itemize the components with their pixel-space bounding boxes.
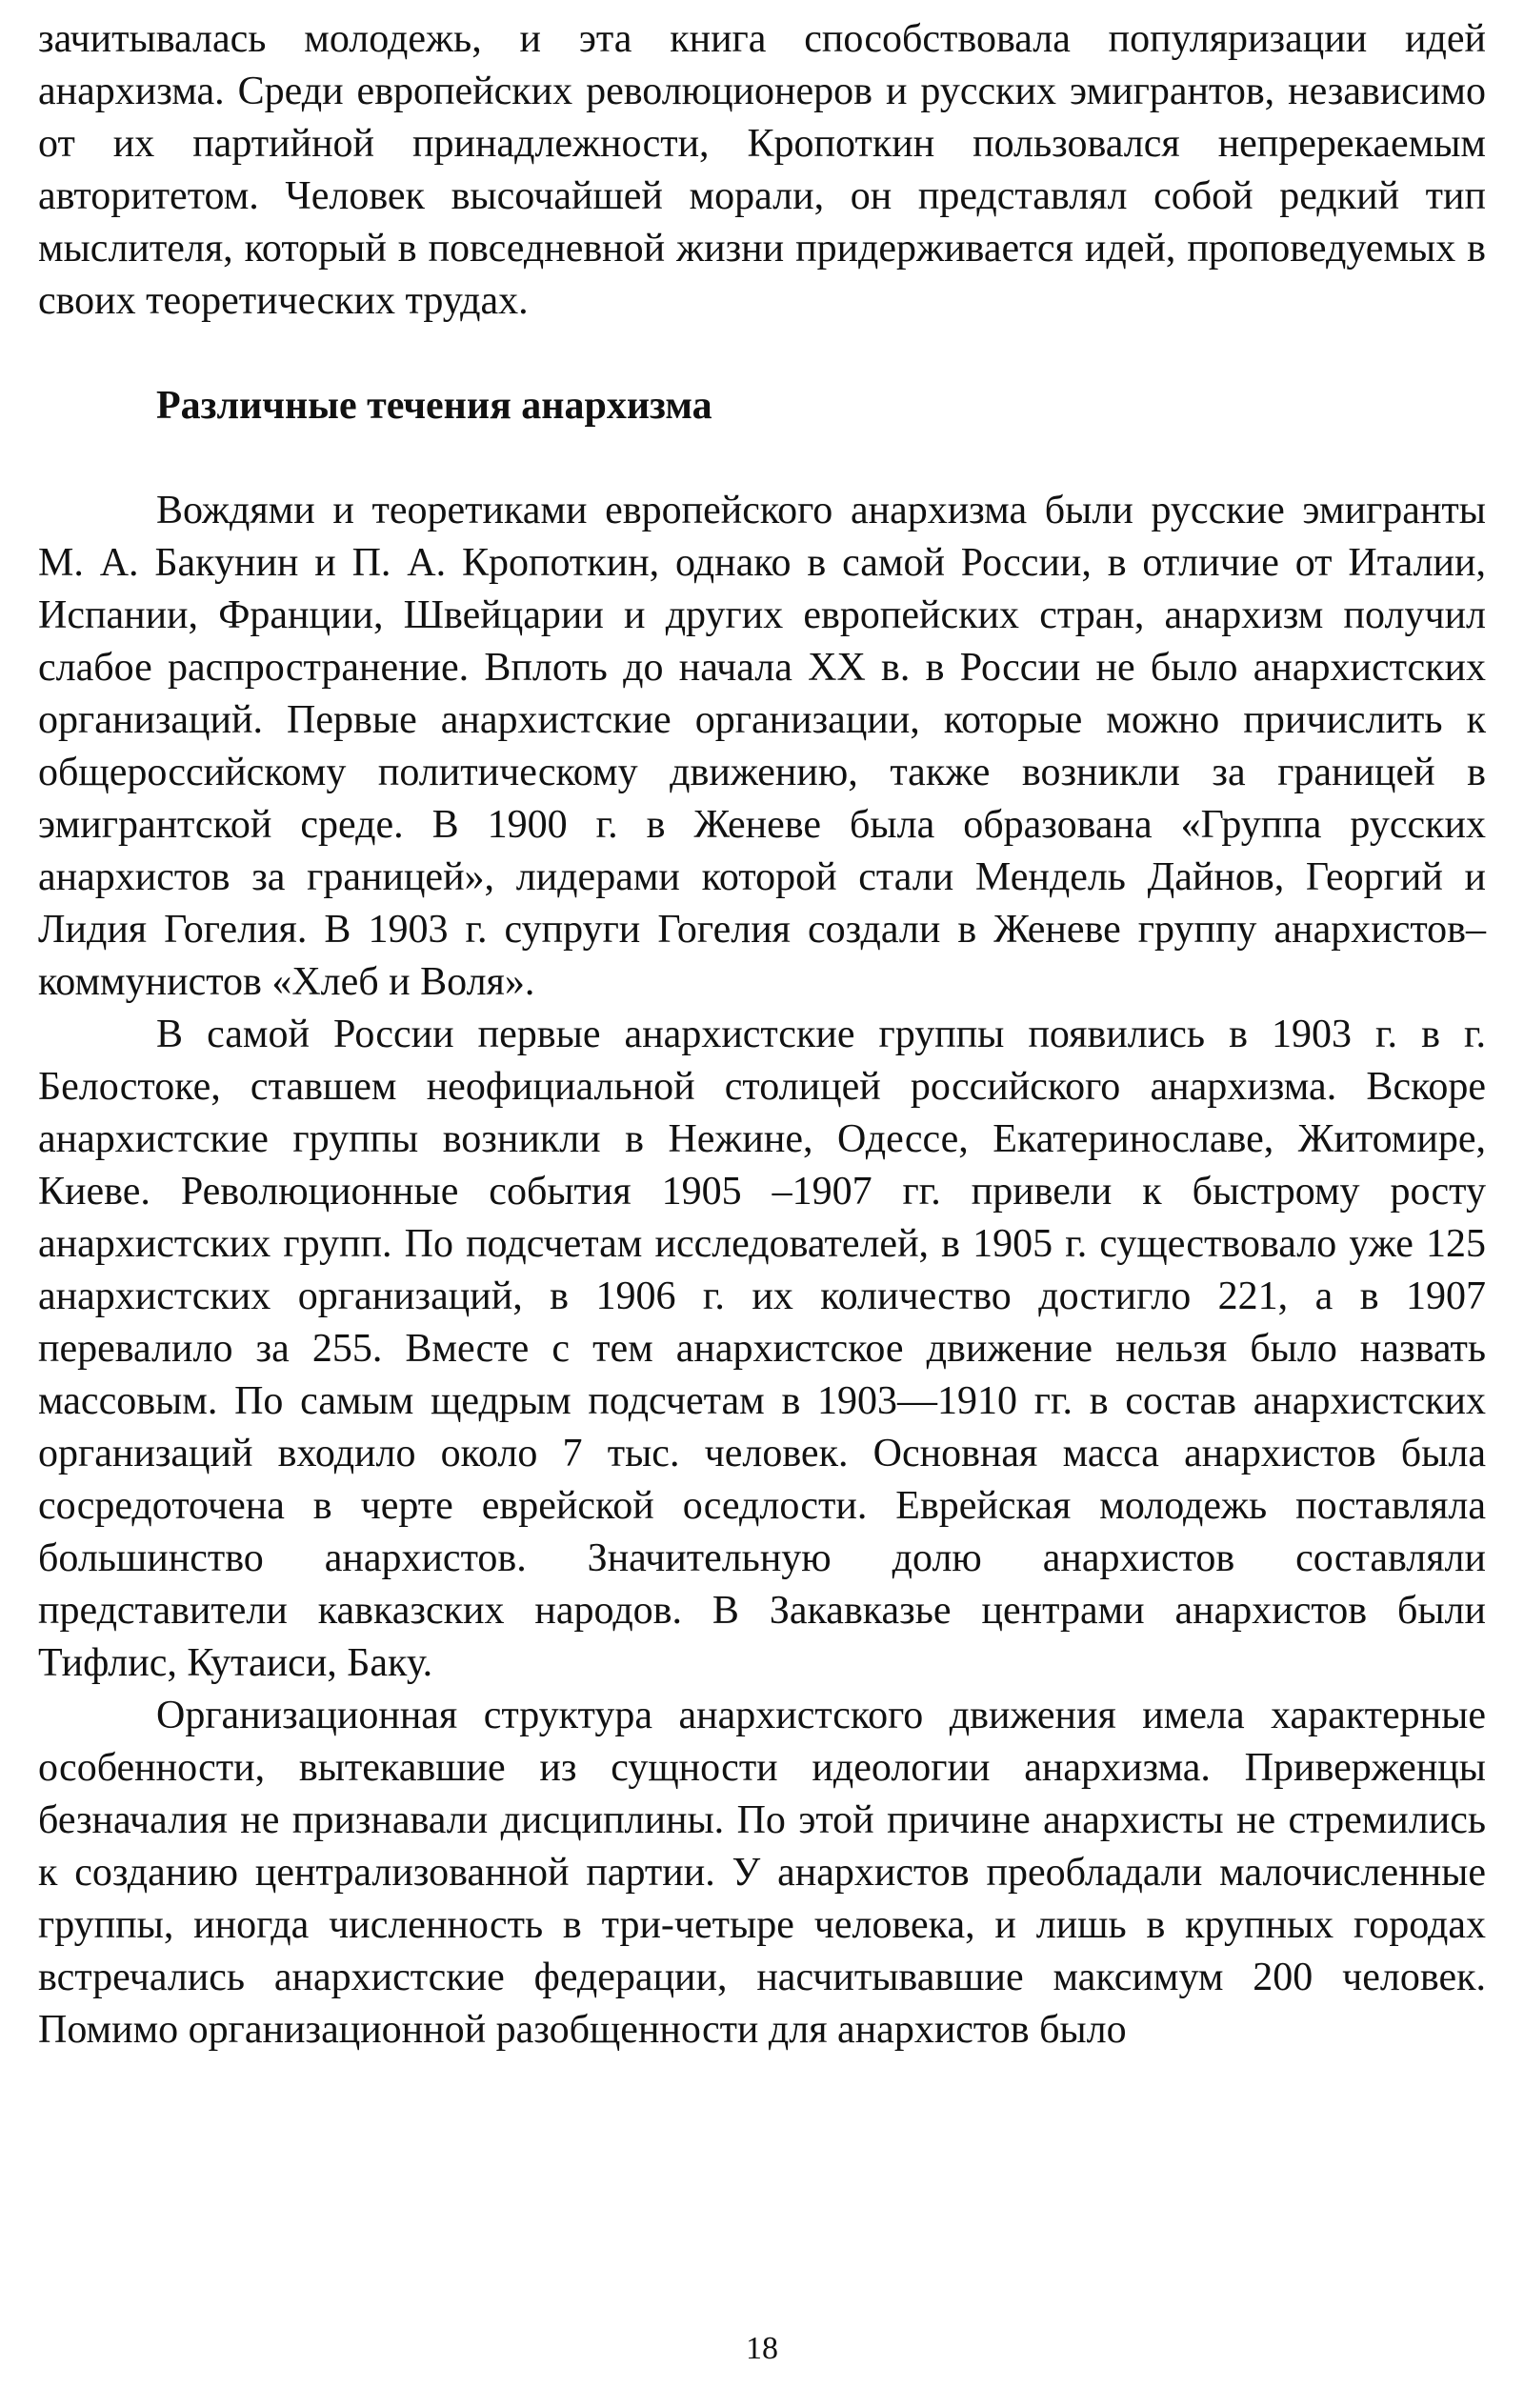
section-heading-wrapper [38,380,1486,432]
paragraph-russia-groups: В самой России первые анархистские группы появились в 1903 г. в г. Белостоке, ставшем неофициальной столицей российского анархизма. Вскоре анархистские группы возникли в Нежине, Одессе, Екатеринославе, Житомире, Киеве. Революционные события 1905 –1907 гг. привели к быстрому росту анархистских групп. По подсчетам исследователей, в 1905 г. существовало уже 125 анархистских организаций, в 1906 г. их количество достигло 221, а в 1907 перевалило за 255. Вместе с тем анархистское движение нельзя было назвать массовым. По самым щедрым подсчетам в 1903—1910 гг. в состав анархистских организаций входило около 7 тыс. человек. Основная масса анархистов была сосредоточена в черте еврейской оседлости. Еврейская молодежь поставляла большинство анархистов. Значительную долю анархистов составляли представители кавказских народов. В Закавказье центрами анархистов были Тифлис, Кутаиси, Баку. [38,1013,1486,1685]
paragraph-continuation: зачитывалась молодежь, и эта книга способствовала популяризации идей анархизма. Среди европейских революционеров и русских эмигрантов, независимо от их партийной принадлежности, Кропоткин пользовался непререкаемым авторитетом. Человек высочайшей морали, он представлял собой редкий тип мыслителя, который в повседневной жизни придерживается идей, проповедуемых в своих теоретических трудах. [38,17,1486,323]
section-heading: Различные течения анархизма [156,384,712,428]
page-number: 18 [746,2331,778,2366]
paragraph-leaders: Вождями и теоретиками европейского анархизма были русские эмигранты М. А. Бакунин и П. А. Кропоткин, однако в самой России, в отличие от Италии, Испании, Франции, Швейцарии и других европейских стран, анархизм получил слабое распространение. Вплоть до начала XX в. в России не было анархистских организаций. Первые анархистские организации, которые можно причислить к общероссийскому политическому движению, также возникли за границей в эмигрантской среде. В 1900 г. в Женеве была образована «Группа русских анархистов за границей», лидерами которой стали Мендель Дайнов, Георгий и Лидия Гогелия. В 1903 г. супруги Гогелия создали в Женеве группу анархистов–коммунистов «Хлеб и Воля». [38,489,1486,1004]
paragraph-organization: Организационная структура анархистского движения имела характерные особенности, вытекавшие из сущности идеологии анархизма. Приверженцы безначалия не признавали дисциплины. По этой причине анархисты не стремились к созданию централизованной партии. У анархистов преобладали малочисленные группы, иногда численность в три-четыре человека, и лишь в крупных городах встречались анархистские федерации, насчитывавшие максимум 200 человек. Помимо организационной разобщенности для анархистов было [38,1694,1486,2052]
document-page [38,0,1486,2057]
